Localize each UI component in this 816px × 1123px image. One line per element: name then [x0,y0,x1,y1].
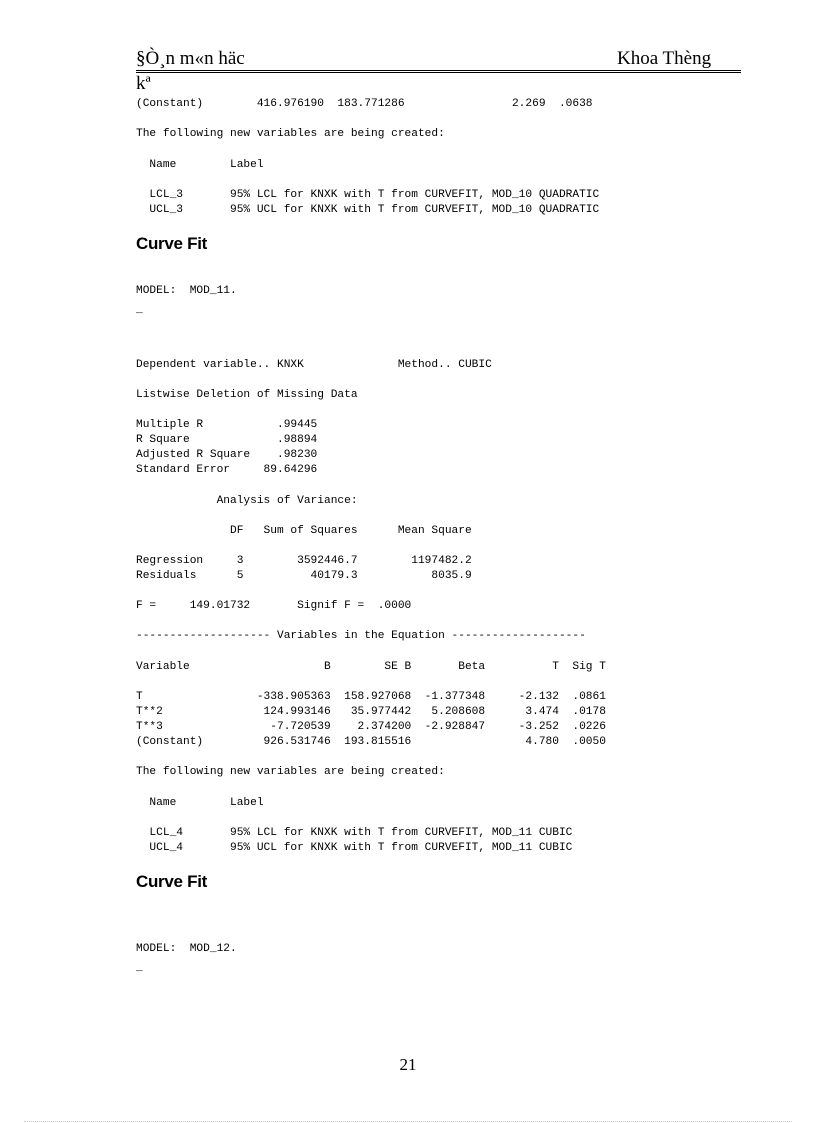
variables-table-row: T -338.905363 158.927068 -1.377348 -2.132 .0861 [136,691,606,703]
f-statistic-line: F = 149.01732 Signif F = .0000 [136,600,412,612]
constant-row: (Constant) 416.976190 183.771286 2.269 .0638 [136,98,593,110]
footer-dotted-rule [24,1121,792,1122]
model-line: MODEL: MOD_12. [136,943,237,955]
variables-table-row: T**2 124.993146 35.977442 5.208608 3.474 .0178 [136,706,606,718]
fit-stat-row: Standard Error 89.64296 [136,464,318,476]
header-rule-bottom [136,72,741,73]
header-right-title: Khoa Thèng [617,48,716,69]
dependent-variable-line: Dependent variable.. KNXK Method.. CUBIC [136,359,492,371]
new-variables-heading: The following new variables are being created: [136,128,445,140]
header-left-title: §Ò¸n m«n häc [136,48,245,69]
variables-table-header: Variable B SE B Beta T Sig T [136,661,606,673]
anova-row: Regression 3 3592446.7 1197482.2 [136,555,472,567]
new-variables-table-header: Name Label [136,159,264,171]
section-title-curve-fit: Curve Fit [136,234,207,253]
fit-stat-row: Adjusted R Square .98230 [136,449,318,461]
new-variable-row: LCL_4 95% LCL for KNXK with T from CURVEFIT, MOD_11 CUBIC [136,827,573,839]
variables-in-equation-rule: -------------------- Variables in the Equation -------------------- [136,630,586,642]
variables-table-row: (Constant) 926.531746 193.815516 4.780 .0050 [136,736,606,748]
fit-stat-row: Multiple R .99445 [136,419,318,431]
anova-title: Analysis of Variance: [136,495,358,507]
anova-header: DF Sum of Squares Mean Square [136,525,472,537]
model-line: MODEL: MOD_11. [136,285,237,297]
variables-table-row: T**3 -7.720539 2.374200 -2.928847 -3.252 .0226 [136,721,606,733]
new-variables-heading: The following new variables are being created: [136,766,445,778]
anova-row: Residuals 5 40179.3 8035.9 [136,570,472,582]
cursor-mark: _ [136,304,143,316]
new-variable-row: UCL_3 95% UCL for KNXK with T from CURVEFIT, MOD_10 QUADRATIC [136,204,600,216]
header-continuation: kª [136,73,151,94]
new-variables-table-header: Name Label [136,797,264,809]
fit-stat-row: R Square .98894 [136,434,318,446]
new-variable-row: UCL_4 95% UCL for KNXK with T from CURVEFIT, MOD_11 CUBIC [136,842,573,854]
section-title-curve-fit: Curve Fit [136,872,207,891]
listwise-deletion-line: Listwise Deletion of Missing Data [136,389,358,401]
header-rule-top [136,70,741,71]
new-variable-row: LCL_3 95% LCL for KNXK with T from CURVEFIT, MOD_10 QUADRATIC [136,189,600,201]
cursor-mark: _ [136,962,143,974]
page-number: 21 [399,1055,417,1074]
